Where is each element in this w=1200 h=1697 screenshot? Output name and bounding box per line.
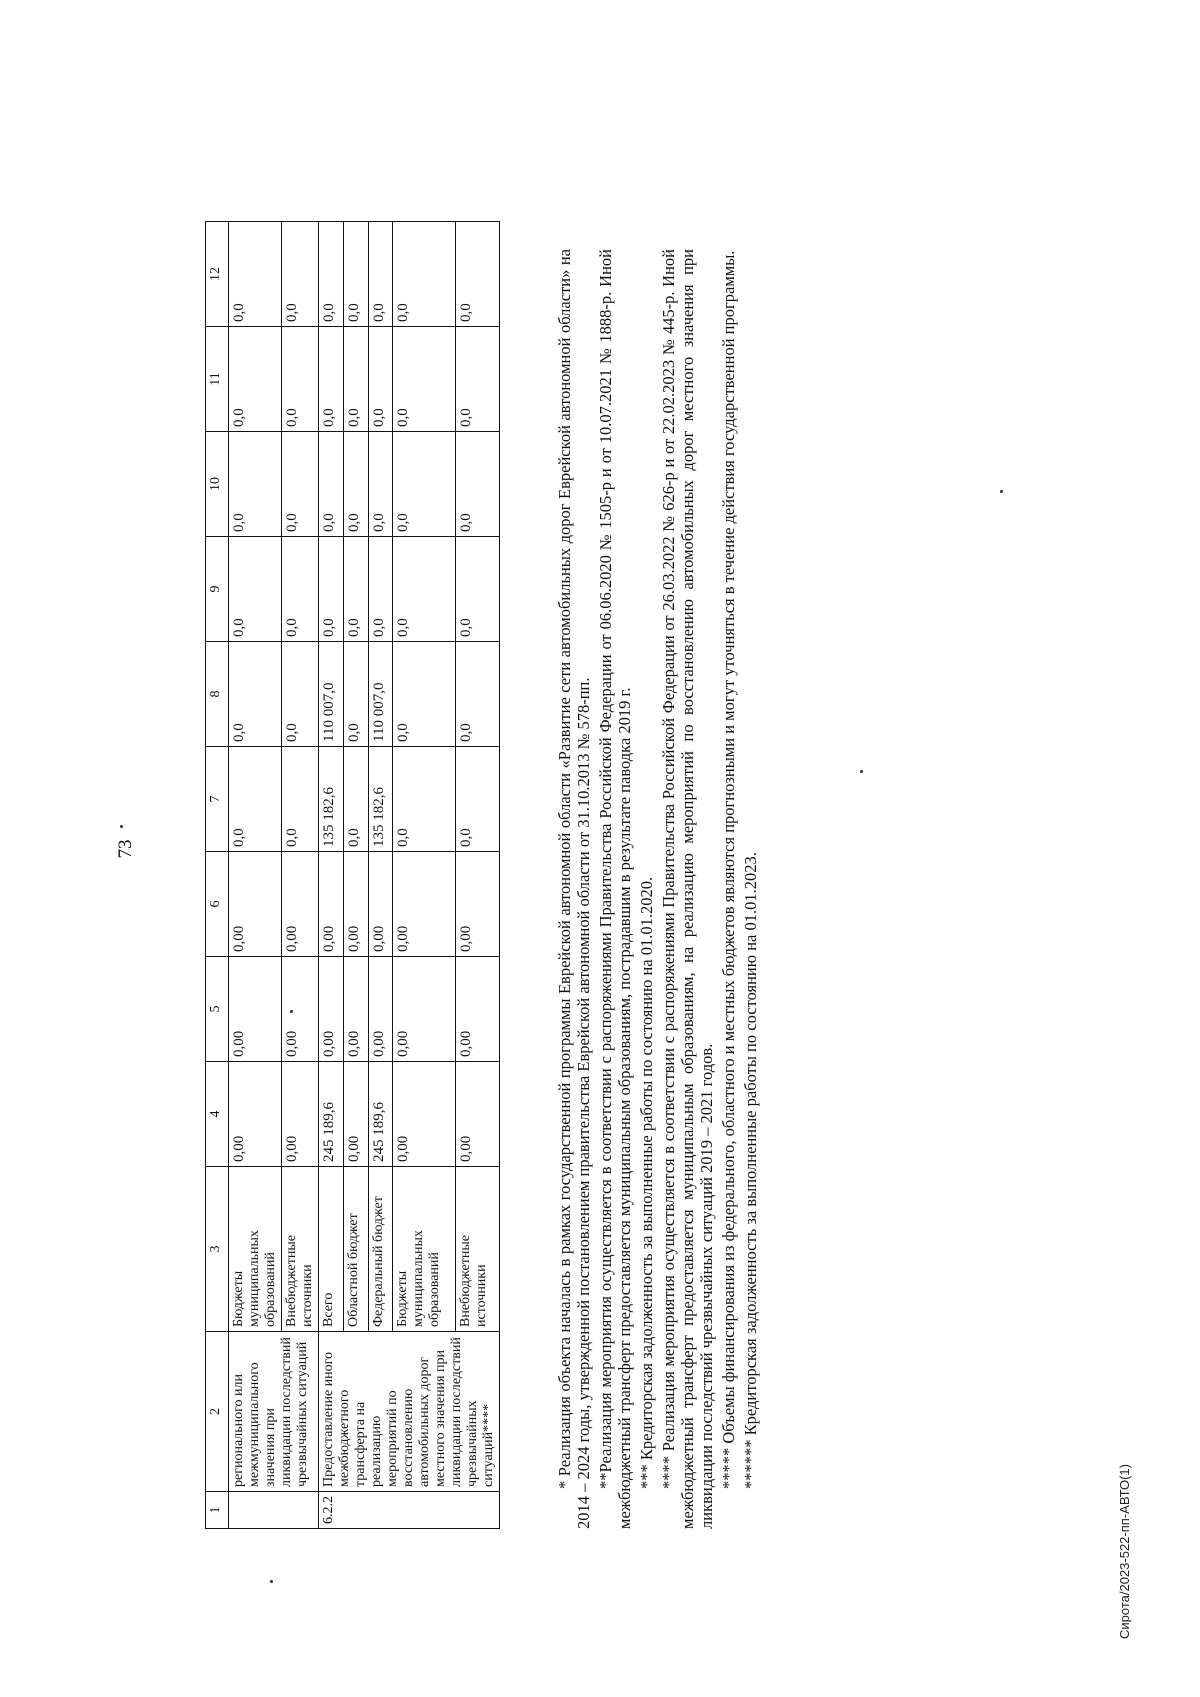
scan-speck — [290, 1010, 293, 1013]
column-header: 7 — [206, 746, 229, 851]
column-header: 9 — [206, 536, 229, 641]
funding-source-cell: Федеральный бюджет — [368, 1166, 393, 1331]
table-row — [229, 221, 282, 1528]
funding-source-cell: Областной бюджет — [343, 1166, 368, 1331]
value-cell: 0,00 — [456, 1061, 500, 1166]
value-cell: 0,00 — [343, 1061, 368, 1166]
value-cell: 0,0 — [456, 431, 500, 536]
value-cell: 0,0 — [456, 221, 500, 326]
value-cell: 0,0 — [229, 536, 282, 641]
table-row — [319, 221, 344, 1528]
value-cell: 0,00 — [456, 956, 500, 1061]
column-header: 2 — [206, 1331, 229, 1491]
value-cell: 0,0 — [282, 641, 319, 746]
value-cell: 0,0 — [393, 221, 456, 326]
value-cell: 0,0 — [393, 641, 456, 746]
value-cell: 0,0 — [368, 536, 393, 641]
value-cell: 0,00 — [282, 851, 319, 956]
value-cell: 0,0 — [368, 221, 393, 326]
value-cell: 0,0 — [282, 221, 319, 326]
value-cell: 0,00 — [319, 956, 344, 1061]
funding-source-cell: Всего — [319, 1166, 344, 1331]
value-cell: 135 182,6 — [319, 746, 344, 851]
value-cell: 110 007,0 — [368, 641, 393, 746]
column-header: 10 — [206, 431, 229, 536]
financing-table — [205, 221, 500, 1529]
scan-speck — [120, 825, 123, 828]
column-header: 3 — [206, 1166, 229, 1331]
value-cell: 0,00 — [229, 1061, 282, 1166]
value-cell: 0,0 — [282, 431, 319, 536]
value-cell: 0,0 — [456, 746, 500, 851]
funding-source-cell: Бюджеты муниципальных образований — [229, 1166, 282, 1331]
value-cell: 0,0 — [456, 536, 500, 641]
value-cell: 0,0 — [229, 641, 282, 746]
footnote: **Реализация мероприятия осуществляется в соответствии с распоряжениями Правительства Российской Федерации от 06.06.2020 № 1505-р и от 10.07.2021 № 1888-р. Иной межбюджетный трансферт предоставляется муниципальным образованиям, пострадавшим в результате паводка 2019 г. — [596, 248, 634, 1529]
value-cell: 0,00 — [343, 956, 368, 1061]
item-description-cell: Предоставление иного межбюджетного трансферта на реализацию мероприятий по восстановлению автомобильных дорог местного значения при ликвидации последствий чрезвычайных ситуаций**** — [319, 1331, 500, 1491]
value-cell: 245 189,6 — [368, 1061, 393, 1166]
value-cell: 0,0 — [343, 221, 368, 326]
item-number-cell — [229, 1491, 319, 1528]
value-cell: 0,00 — [368, 956, 393, 1061]
value-cell: 0,0 — [319, 326, 344, 431]
column-header: 8 — [206, 641, 229, 746]
value-cell: 0,0 — [368, 431, 393, 536]
column-header: 4 — [206, 1061, 229, 1166]
page-number: 73 — [115, 839, 136, 858]
value-cell: 0,0 — [343, 536, 368, 641]
funding-source-cell: Внебюджетные источники — [456, 1166, 500, 1331]
value-cell: 0,0 — [229, 326, 282, 431]
item-number-cell: 6.2.2 — [319, 1491, 500, 1528]
scan-speck — [860, 770, 863, 773]
value-cell: 0,00 — [343, 851, 368, 956]
rotated-document-page — [35, 19, 1165, 1679]
scan-speck — [1000, 490, 1003, 493]
value-cell: 0,0 — [282, 746, 319, 851]
value-cell: 0,00 — [393, 956, 456, 1061]
financing-table-wrapper — [205, 221, 500, 1529]
value-cell: 0,0 — [282, 536, 319, 641]
value-cell: 0,00 — [456, 851, 500, 956]
value-cell: 110 007,0 — [319, 641, 344, 746]
value-cell: 0,00 — [319, 851, 344, 956]
column-header: 5 — [206, 956, 229, 1061]
document-watermark: Сирота/2023-522-пп-АВТО(1) — [1117, 1463, 1132, 1639]
value-cell: 0,0 — [282, 326, 319, 431]
value-cell: 0,0 — [456, 326, 500, 431]
value-cell: 0,0 — [319, 221, 344, 326]
footnote: * Реализация объекта началась в рамках государственной программы Еврейской автономной области «Развитие сети автомобильных дорог Еврейской автономной области» на 2014 – 2024 годы, утвержденной постановлением правительства Еврейской автономной области от 31.10.2013 № 578-пп. — [555, 248, 593, 1529]
value-cell: 0,0 — [393, 431, 456, 536]
value-cell: 0,00 — [282, 956, 319, 1061]
column-header: 1 — [206, 1491, 229, 1528]
footnotes-block — [555, 249, 763, 1529]
column-header: 12 — [206, 221, 229, 326]
value-cell: 245 189,6 — [319, 1061, 344, 1166]
value-cell: 0,0 — [393, 536, 456, 641]
value-cell: 0,0 — [319, 536, 344, 641]
value-cell: 0,0 — [229, 221, 282, 326]
value-cell: 0,0 — [229, 746, 282, 851]
value-cell: 0,0 — [456, 641, 500, 746]
column-header: 11 — [206, 326, 229, 431]
scan-speck — [270, 1580, 273, 1583]
value-cell: 0,0 — [393, 746, 456, 851]
value-cell: 0,00 — [368, 851, 393, 956]
column-header: 6 — [206, 851, 229, 956]
value-cell: 0,0 — [343, 326, 368, 431]
value-cell: 0,00 — [229, 851, 282, 956]
value-cell: 0,00 — [393, 851, 456, 956]
funding-source-cell: Бюджеты муниципальных образований — [393, 1166, 456, 1331]
value-cell: 0,0 — [229, 431, 282, 536]
value-cell: 0,0 — [343, 431, 368, 536]
funding-source-cell: Внебюджетные источники — [282, 1166, 319, 1331]
footnote: **** Реализация мероприятия осуществляется в соответствии с распоряжениями Правительства Российской Федерации от 26.03.2022 № 626-р и от 22.02.2023 № 445-р. Иной межбюджетный трансферт предоставляется муниципальным образованиям, на реализацию мероприятий по восстановлению автомобильных дорог местного значения при ликвидации последствий чрезвычайных ситуаций 2019 – 2021 годов. — [659, 248, 716, 1529]
footnote: *** Кредиторская задолженность за выполненные работы по состоянию на 01.01.2020. — [637, 876, 656, 1489]
value-cell: 135 182,6 — [368, 746, 393, 851]
item-description-cell: регионального или межмуниципального значения при ликвидации последствий чрезвычайных ситуаций — [229, 1331, 319, 1491]
footnote: ****** Кредиторская задолженность за выполненные работы по состоянию на 01.01.2023. — [741, 851, 760, 1489]
value-cell: 0,0 — [368, 326, 393, 431]
value-cell: 0,0 — [319, 431, 344, 536]
value-cell: 0,0 — [393, 326, 456, 431]
table-header-row — [206, 221, 229, 1528]
value-cell: 0,00 — [282, 1061, 319, 1166]
value-cell: 0,0 — [343, 746, 368, 851]
value-cell: 0,00 — [229, 956, 282, 1061]
value-cell: 0,00 — [393, 1061, 456, 1166]
footnote: ***** Объемы финансирования из федерального, областного и местных бюджетов являются прогнозными и могут уточняться в течение действия государственной программы. — [719, 250, 738, 1489]
value-cell: 0,0 — [343, 641, 368, 746]
